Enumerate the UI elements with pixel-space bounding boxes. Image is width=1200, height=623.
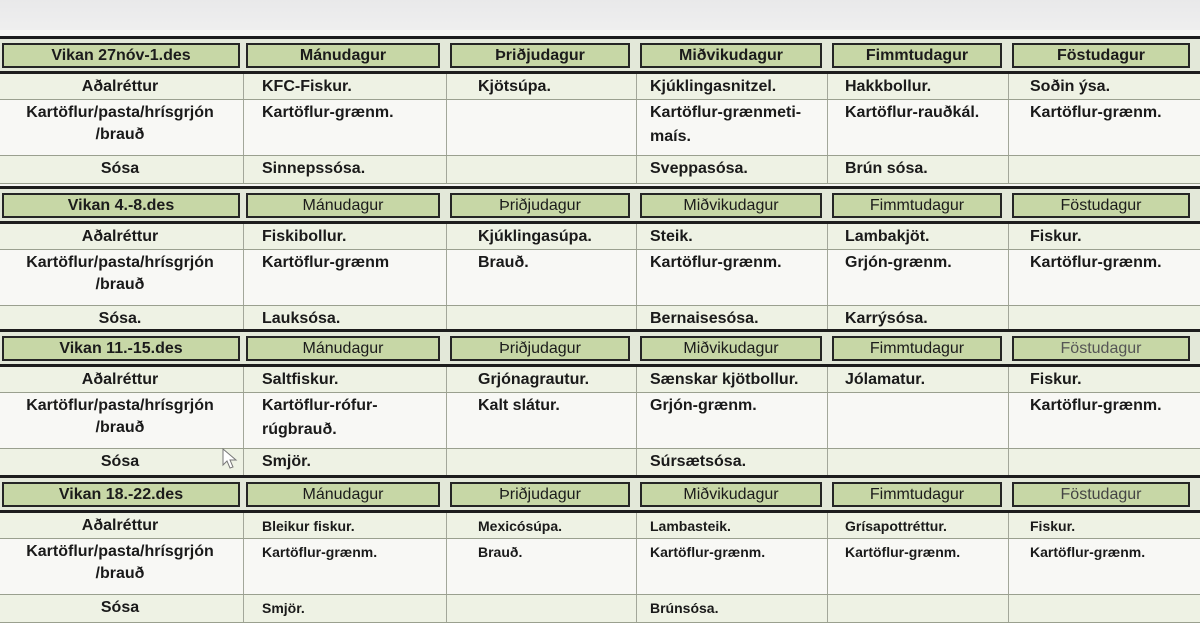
- menu-item: Súrsætsósa.: [650, 453, 747, 470]
- column-divider: [446, 449, 447, 476]
- menu-item: Sveppasósa.: [650, 160, 748, 177]
- menu-item: Kjötsúpa.: [478, 78, 551, 95]
- column-divider: [446, 539, 447, 594]
- row-label-line: /brauð: [95, 419, 145, 436]
- column-divider: [827, 74, 828, 99]
- menu-item: Kartöflur-grænm.: [845, 544, 961, 560]
- column-divider: [243, 367, 244, 392]
- week-title: Vikan 4.-8.des: [2, 193, 240, 218]
- day-header: Mánudagur: [246, 43, 440, 68]
- menu-item: Fiskur.: [1030, 518, 1076, 534]
- column-divider: [446, 393, 447, 448]
- menu-item: Kjúklingasnitzel.: [650, 78, 777, 95]
- row-label: Aðalréttur: [81, 517, 159, 534]
- column-divider: [636, 250, 637, 305]
- column-divider: [1008, 539, 1009, 594]
- column-divider: [1008, 224, 1009, 249]
- meal-row-sauce: [0, 595, 1200, 623]
- row-label: Sósa: [100, 599, 140, 616]
- menu-item: Kartöflur-grænm.: [650, 254, 782, 271]
- menu-item: Smjör.: [262, 600, 305, 616]
- day-header: Föstudagur: [1012, 482, 1190, 507]
- column-divider: [243, 513, 244, 538]
- week-header-row: [0, 186, 1200, 224]
- menu-item: Saltfiskur.: [262, 371, 339, 388]
- column-divider: [243, 156, 244, 183]
- column-divider: [636, 100, 637, 155]
- day-header: Miðvikudagur: [640, 336, 822, 361]
- menu-item: Kartöflur-grænm: [262, 254, 390, 271]
- meal-row-sauce: [0, 156, 1200, 184]
- row-label-line: Kartöflur/pasta/hrísgrjón: [26, 397, 214, 414]
- menu-item: Brún sósa.: [845, 160, 928, 177]
- column-divider: [827, 449, 828, 476]
- menu-item: Fiskur.: [1030, 371, 1082, 388]
- column-divider: [827, 100, 828, 155]
- column-divider: [1008, 74, 1009, 99]
- day-header: Mánudagur: [246, 336, 440, 361]
- menu-item: Sænskar kjötbollur.: [650, 371, 799, 388]
- column-divider: [636, 449, 637, 476]
- column-divider: [636, 74, 637, 99]
- row-label-line: Kartöflur/pasta/hrísgrjón: [26, 543, 214, 560]
- day-header: Fimmtudagur: [832, 482, 1002, 507]
- column-divider: [243, 250, 244, 305]
- column-divider: [1008, 513, 1009, 538]
- week-title: Vikan 27nóv-1.des: [2, 43, 240, 68]
- column-divider: [827, 156, 828, 183]
- row-label-line: Kartöflur/pasta/hrísgrjón: [26, 104, 214, 121]
- column-divider: [1008, 100, 1009, 155]
- column-divider: [446, 100, 447, 155]
- menu-item: Jólamatur.: [845, 371, 926, 388]
- week-title: Vikan 11.-15.des: [2, 336, 240, 361]
- column-divider: [636, 393, 637, 448]
- column-divider: [243, 100, 244, 155]
- column-divider: [446, 595, 447, 622]
- day-header: Miðvikudagur: [640, 482, 822, 507]
- row-label: [0, 252, 240, 296]
- day-header: Fimmtudagur: [832, 193, 1002, 218]
- row-label: Sósa: [100, 160, 140, 177]
- column-divider: [827, 250, 828, 305]
- menu-item: Kalt slátur.: [478, 397, 560, 414]
- day-header: Þriðjudagur: [450, 482, 630, 507]
- menu-item: Kartöflur-grænm.: [1030, 397, 1162, 414]
- row-label-line: /brauð: [95, 565, 145, 582]
- menu-item: Grjón-grænm.: [845, 254, 952, 271]
- column-divider: [1008, 449, 1009, 476]
- column-divider: [827, 367, 828, 392]
- column-divider: [1008, 156, 1009, 183]
- menu-item: Bleikur fiskur.: [262, 518, 355, 534]
- column-divider: [243, 449, 244, 476]
- column-divider: [636, 539, 637, 594]
- column-divider: [243, 393, 244, 448]
- column-divider: [636, 595, 637, 622]
- row-label: [0, 102, 240, 146]
- week-header-row: [0, 475, 1200, 513]
- column-divider: [446, 367, 447, 392]
- menu-item: Kartöflur-grænm.: [262, 544, 378, 560]
- day-header: Mánudagur: [246, 193, 440, 218]
- menu-item: Kartöflur-grænm.: [1030, 544, 1146, 560]
- column-divider: [827, 393, 828, 448]
- row-label-line: /brauð: [95, 126, 145, 143]
- day-header: Þriðjudagur: [450, 43, 630, 68]
- meal-row-side: [0, 393, 1200, 449]
- row-label: [0, 395, 240, 439]
- menu-item: Lambakjöt.: [845, 228, 930, 245]
- row-label: Aðalréttur: [81, 78, 159, 95]
- menu-item: Kjúklingasúpa.: [478, 228, 592, 245]
- row-label-line: Kartöflur/pasta/hrísgrjón: [26, 254, 214, 271]
- row-label: [0, 541, 240, 585]
- menu-item: Bernaisesósa.: [650, 310, 759, 327]
- day-header: Miðvikudagur: [640, 43, 822, 68]
- column-divider: [827, 513, 828, 538]
- column-divider: [1008, 367, 1009, 392]
- menu-item: Smjör.: [262, 453, 311, 470]
- row-label-line: /brauð: [95, 276, 145, 293]
- mouse-pointer-icon: [222, 448, 240, 470]
- menu-item: Hakkbollur.: [845, 78, 932, 95]
- column-divider: [1008, 595, 1009, 622]
- menu-item: Kartöflur-rauðkál.: [845, 104, 980, 121]
- column-divider: [1008, 393, 1009, 448]
- meal-row-main: [0, 74, 1200, 100]
- day-header: Föstudagur: [1012, 43, 1190, 68]
- week-title: Vikan 18.-22.des: [2, 482, 240, 507]
- column-divider: [827, 595, 828, 622]
- menu-item: Brauð.: [478, 254, 529, 271]
- day-header: Þriðjudagur: [450, 336, 630, 361]
- meal-row-main: [0, 367, 1200, 393]
- menu-item: Kartöflur-grænm.: [650, 544, 766, 560]
- menu-item: Kartöflur-grænm.: [262, 104, 394, 121]
- day-header: Fimmtudagur: [832, 43, 1002, 68]
- menu-item: Soðin ýsa.: [1030, 78, 1111, 95]
- column-divider: [446, 74, 447, 99]
- menu-item: Brauð.: [478, 544, 523, 560]
- row-label: Aðalréttur: [81, 228, 159, 245]
- day-header: Miðvikudagur: [640, 193, 822, 218]
- column-divider: [446, 513, 447, 538]
- column-divider: [243, 595, 244, 622]
- menu-item: Kartöflur-rófur-: [262, 397, 378, 414]
- menu-item: Lauksósa.: [262, 310, 341, 327]
- row-label: Aðalréttur: [81, 371, 159, 388]
- meal-row-sauce: [0, 449, 1200, 477]
- menu-item: Lambasteik.: [650, 518, 731, 534]
- menu-item: Mexicósúpa.: [478, 518, 563, 534]
- menu-item: Steik.: [650, 228, 693, 245]
- column-divider: [446, 156, 447, 183]
- day-header: Mánudagur: [246, 482, 440, 507]
- column-divider: [636, 224, 637, 249]
- column-divider: [636, 513, 637, 538]
- column-divider: [243, 539, 244, 594]
- column-divider: [243, 74, 244, 99]
- column-divider: [243, 224, 244, 249]
- row-label: Sósa.: [98, 310, 142, 327]
- menu-item: Sinnepssósa.: [262, 160, 366, 177]
- meal-row-side: [0, 250, 1200, 306]
- menu-item-continued: maís.: [650, 128, 691, 145]
- day-header: Föstudagur: [1012, 336, 1190, 361]
- menu-item: Kartöflur-grænm.: [1030, 104, 1162, 121]
- menu-item-continued: rúgbrauð.: [262, 421, 337, 438]
- lunch-menu-sheet: [0, 30, 1200, 622]
- meal-row-side: [0, 539, 1200, 595]
- column-divider: [827, 224, 828, 249]
- row-label: Sósa: [100, 453, 140, 470]
- menu-item: Grísapottréttur.: [845, 518, 947, 534]
- menu-item: KFC-Fiskur.: [262, 78, 352, 95]
- menu-item: Karrýsósa.: [845, 310, 928, 327]
- day-header: Þriðjudagur: [450, 193, 630, 218]
- meal-row-main: [0, 513, 1200, 539]
- menu-item: Grjón-grænm.: [650, 397, 757, 414]
- day-header: Föstudagur: [1012, 193, 1190, 218]
- menu-item: Brúnsósa.: [650, 600, 719, 616]
- column-divider: [1008, 250, 1009, 305]
- column-divider: [827, 539, 828, 594]
- menu-item: Grjónagrautur.: [478, 371, 590, 388]
- column-divider: [636, 367, 637, 392]
- day-header: Fimmtudagur: [832, 336, 1002, 361]
- menu-item: Kartöflur-grænm.: [1030, 254, 1162, 271]
- menu-item: Fiskibollur.: [262, 228, 347, 245]
- menu-item: Kartöflur-grænmeti-: [650, 104, 802, 121]
- menu-item: Fiskur.: [1030, 228, 1082, 245]
- column-divider: [446, 224, 447, 249]
- column-divider: [636, 156, 637, 183]
- week-header-row: [0, 329, 1200, 367]
- meal-row-main: [0, 224, 1200, 250]
- column-divider: [446, 250, 447, 305]
- meal-row-side: [0, 100, 1200, 156]
- week-header-row: [0, 36, 1200, 74]
